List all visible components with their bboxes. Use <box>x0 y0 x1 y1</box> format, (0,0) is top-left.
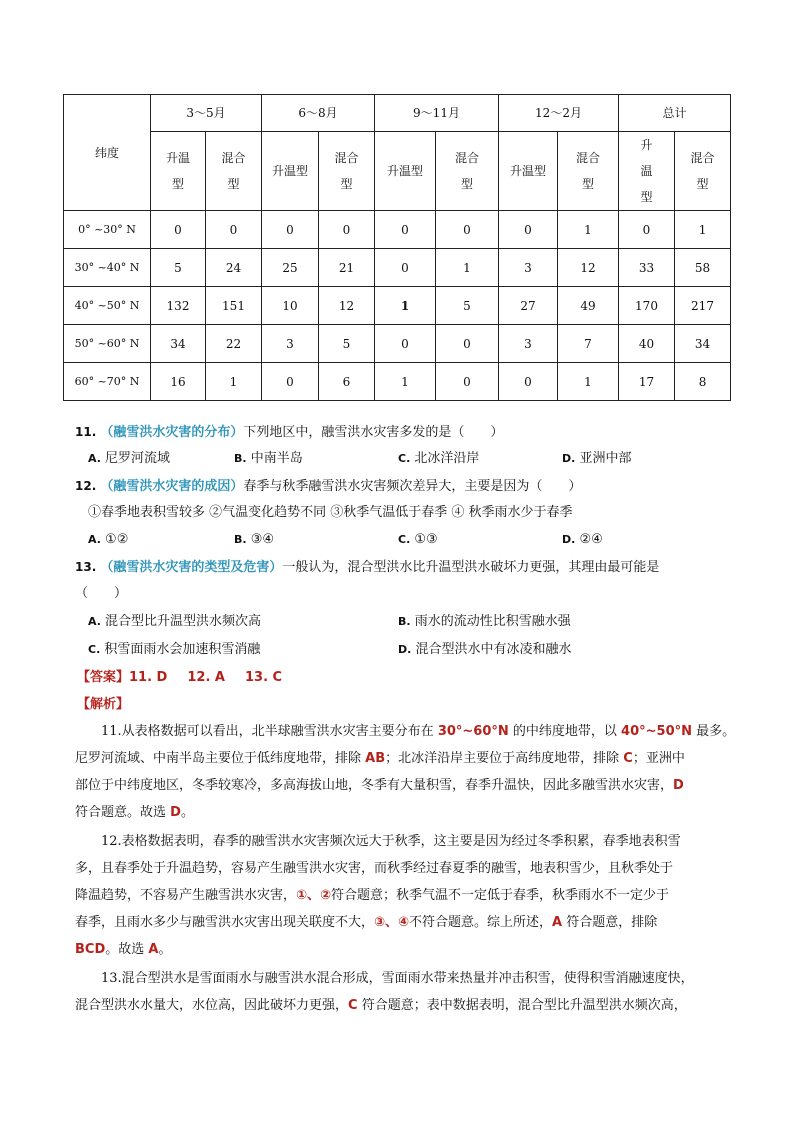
option-a: A. ①② <box>88 532 129 547</box>
type-header: 混合型 <box>558 132 619 211</box>
question-12-statements: ①春季地表积雪较多 ②气温变化趋势不同 ③秋季气温低于春季 ④ 秋季雨水少于春季 <box>88 505 573 520</box>
question-number: 11. <box>75 425 97 439</box>
total-header: 总计 <box>619 95 731 132</box>
type-header: 混合型 <box>319 132 375 211</box>
question-topic: （融雪洪水灾害的成因） <box>100 479 244 494</box>
value-cell: 0 <box>375 249 436 287</box>
value-cell: 24 <box>206 249 262 287</box>
value-cell: 21 <box>319 249 375 287</box>
value-cell: 25 <box>262 249 319 287</box>
value-cell: 3 <box>262 325 319 363</box>
value-cell: 12 <box>558 249 619 287</box>
type-header: 混合型 <box>436 132 499 211</box>
value-cell: 0 <box>436 211 499 249</box>
value-cell: 8 <box>675 363 731 401</box>
value-cell: 1 <box>558 363 619 401</box>
question-11 <box>75 422 503 443</box>
value-cell: 49 <box>558 287 619 325</box>
option-a: A. 尼罗河流域 <box>88 451 171 466</box>
question-number: 12. <box>75 479 97 493</box>
question-stem: 一般认为，混合型洪水比升温型洪水破坏力更强，其理由最可能是 <box>282 560 660 575</box>
option-d: D. ②④ <box>562 532 603 547</box>
option-b: B. ③④ <box>234 532 275 547</box>
value-cell: 22 <box>206 325 262 363</box>
explanation-12: 12.表格数据表明，春季的融雪洪水灾害频次远大于秋季，这主要是因为经过冬季积累，春季地表积雪 多，且春季处于升温趋势，容易产生融雪洪水灾害，而秋季经过春夏季的融雪，地表积雪少，且秋季处于 降温趋势，不容易产生融雪洪水灾害，①、②符合题意；秋季气温不一定低于春季，秋季雨水不一定少于 春季，且雨水多少与融雪洪水灾害出现关联度不大，③、④不符合题意。综上所述，A 符合题意，排除 BCD。故选 A。 <box>75 834 681 957</box>
season-header: 6～8月 <box>262 95 375 132</box>
latitude-header: 纬度 <box>64 95 151 211</box>
value-cell: 217 <box>675 287 731 325</box>
value-cell: 16 <box>151 363 206 401</box>
value-cell: 3 <box>499 249 558 287</box>
value-cell: 1 <box>375 287 436 325</box>
value-cell: 7 <box>558 325 619 363</box>
value-cell: 0 <box>375 211 436 249</box>
value-cell: 0 <box>375 325 436 363</box>
answer-line <box>77 668 302 688</box>
value-cell: 0 <box>619 211 675 249</box>
explanation-11: 11.从表格数据可以看出，北半球融雪洪水灾害主要分布在 30°~60°N 的中纬度地带，以 40°~50°N 最多。 尼罗河流域、中南半岛主要位于低纬度地带，排除 AB；北冰洋沿岸主要位于高纬度地带，排除 C；亚洲中 部位于中纬度地区，冬季较寒冷，多高海拔山地，冬季有大量积雪，春季升温快，因此多融雪洪水灾害，D 符合题意。故选 D。 <box>75 724 736 820</box>
analysis-label: 【解析】 <box>77 697 130 712</box>
latitude-cell: 0° ~30° N <box>64 211 151 249</box>
value-cell: 17 <box>619 363 675 401</box>
question-topic: （融雪洪水灾害的分布） <box>100 425 244 440</box>
value-cell: 170 <box>619 287 675 325</box>
option-b: B. 雨水的流动性比积雪融水强 <box>398 614 571 629</box>
table-row <box>64 211 731 249</box>
value-cell: 5 <box>319 325 375 363</box>
latitude-cell: 30° ~40° N <box>64 249 151 287</box>
question-stem: 春季与秋季融雪洪水灾害频次差异大，主要是因为（ ） <box>243 479 582 494</box>
type-header: 升温型 <box>499 132 558 211</box>
value-cell: 0 <box>436 325 499 363</box>
option-c: C. 积雪面雨水会加速积雪消融 <box>88 642 261 657</box>
value-cell: 58 <box>675 249 731 287</box>
value-cell: 0 <box>319 211 375 249</box>
table-row <box>64 363 731 401</box>
type-header: 升温型 <box>375 132 436 211</box>
value-cell: 1 <box>206 363 262 401</box>
value-cell: 0 <box>151 211 206 249</box>
value-cell: 3 <box>499 325 558 363</box>
value-cell: 1 <box>675 211 731 249</box>
question-stem-continued: （ ） <box>75 586 128 601</box>
latitude-cell: 50° ~60° N <box>64 325 151 363</box>
value-cell: 1 <box>375 363 436 401</box>
value-cell: 12 <box>319 287 375 325</box>
option-c: C. 北冰洋沿岸 <box>398 451 480 466</box>
value-cell: 0 <box>436 363 499 401</box>
table-row <box>64 249 731 287</box>
answer-12: 12. A <box>187 670 225 685</box>
value-cell: 0 <box>262 363 319 401</box>
answer-13: 13. C <box>244 670 283 685</box>
value-cell: 27 <box>499 287 558 325</box>
option-b: B. 中南半岛 <box>234 451 303 466</box>
type-header: 升温型 <box>151 132 206 211</box>
value-cell: 34 <box>151 325 206 363</box>
value-cell: 1 <box>558 211 619 249</box>
question-number: 13. <box>75 560 97 574</box>
value-cell: 0 <box>499 363 558 401</box>
value-cell: 0 <box>206 211 262 249</box>
latitude-cell: 40° ~50° N <box>64 287 151 325</box>
value-cell: 0 <box>499 211 558 249</box>
question-13 <box>75 557 659 578</box>
type-header: 混合型 <box>675 132 731 211</box>
value-cell: 33 <box>619 249 675 287</box>
option-a: A. 混合型比升温型洪水频次高 <box>88 614 262 629</box>
season-header: 3～5月 <box>151 95 262 132</box>
value-cell: 5 <box>151 249 206 287</box>
question-stem: 下列地区中，融雪洪水灾害多发的是（ ） <box>243 425 504 440</box>
season-header: 12～2月 <box>499 95 619 132</box>
type-header: 升温型 <box>262 132 319 211</box>
type-header: 升温型 <box>619 132 675 211</box>
option-d: D. 混合型洪水中有冰凌和融水 <box>398 642 572 657</box>
table-row <box>64 325 731 363</box>
value-cell: 0 <box>262 211 319 249</box>
value-cell: 6 <box>319 363 375 401</box>
table-row <box>64 287 731 325</box>
latitude-cell: 60° ~70° N <box>64 363 151 401</box>
question-12 <box>75 476 581 497</box>
value-cell: 151 <box>206 287 262 325</box>
answer-11: 【答案】11. D <box>77 670 168 685</box>
value-cell: 10 <box>262 287 319 325</box>
question-topic: （融雪洪水灾害的类型及危害） <box>100 560 283 575</box>
value-cell: 40 <box>619 325 675 363</box>
flood-statistics-table <box>63 94 731 401</box>
option-c: C. ①③ <box>398 532 438 547</box>
value-cell: 1 <box>436 249 499 287</box>
season-header: 9～11月 <box>375 95 499 132</box>
type-header: 混合型 <box>206 132 262 211</box>
value-cell: 132 <box>151 287 206 325</box>
option-d: D. 亚洲中部 <box>562 451 632 466</box>
value-cell: 34 <box>675 325 731 363</box>
value-cell: 5 <box>436 287 499 325</box>
explanation-13: 13.混合型洪水是雪面雨水与融雪洪水混合形成，雪面雨水带来热量并冲击积雪，使得积雪消融速度快， 混合型洪水水量大，水位高，因此破坏力更强，C 符合题意；表中数据表明，混合型比升温型洪水频次高， <box>75 971 694 1013</box>
